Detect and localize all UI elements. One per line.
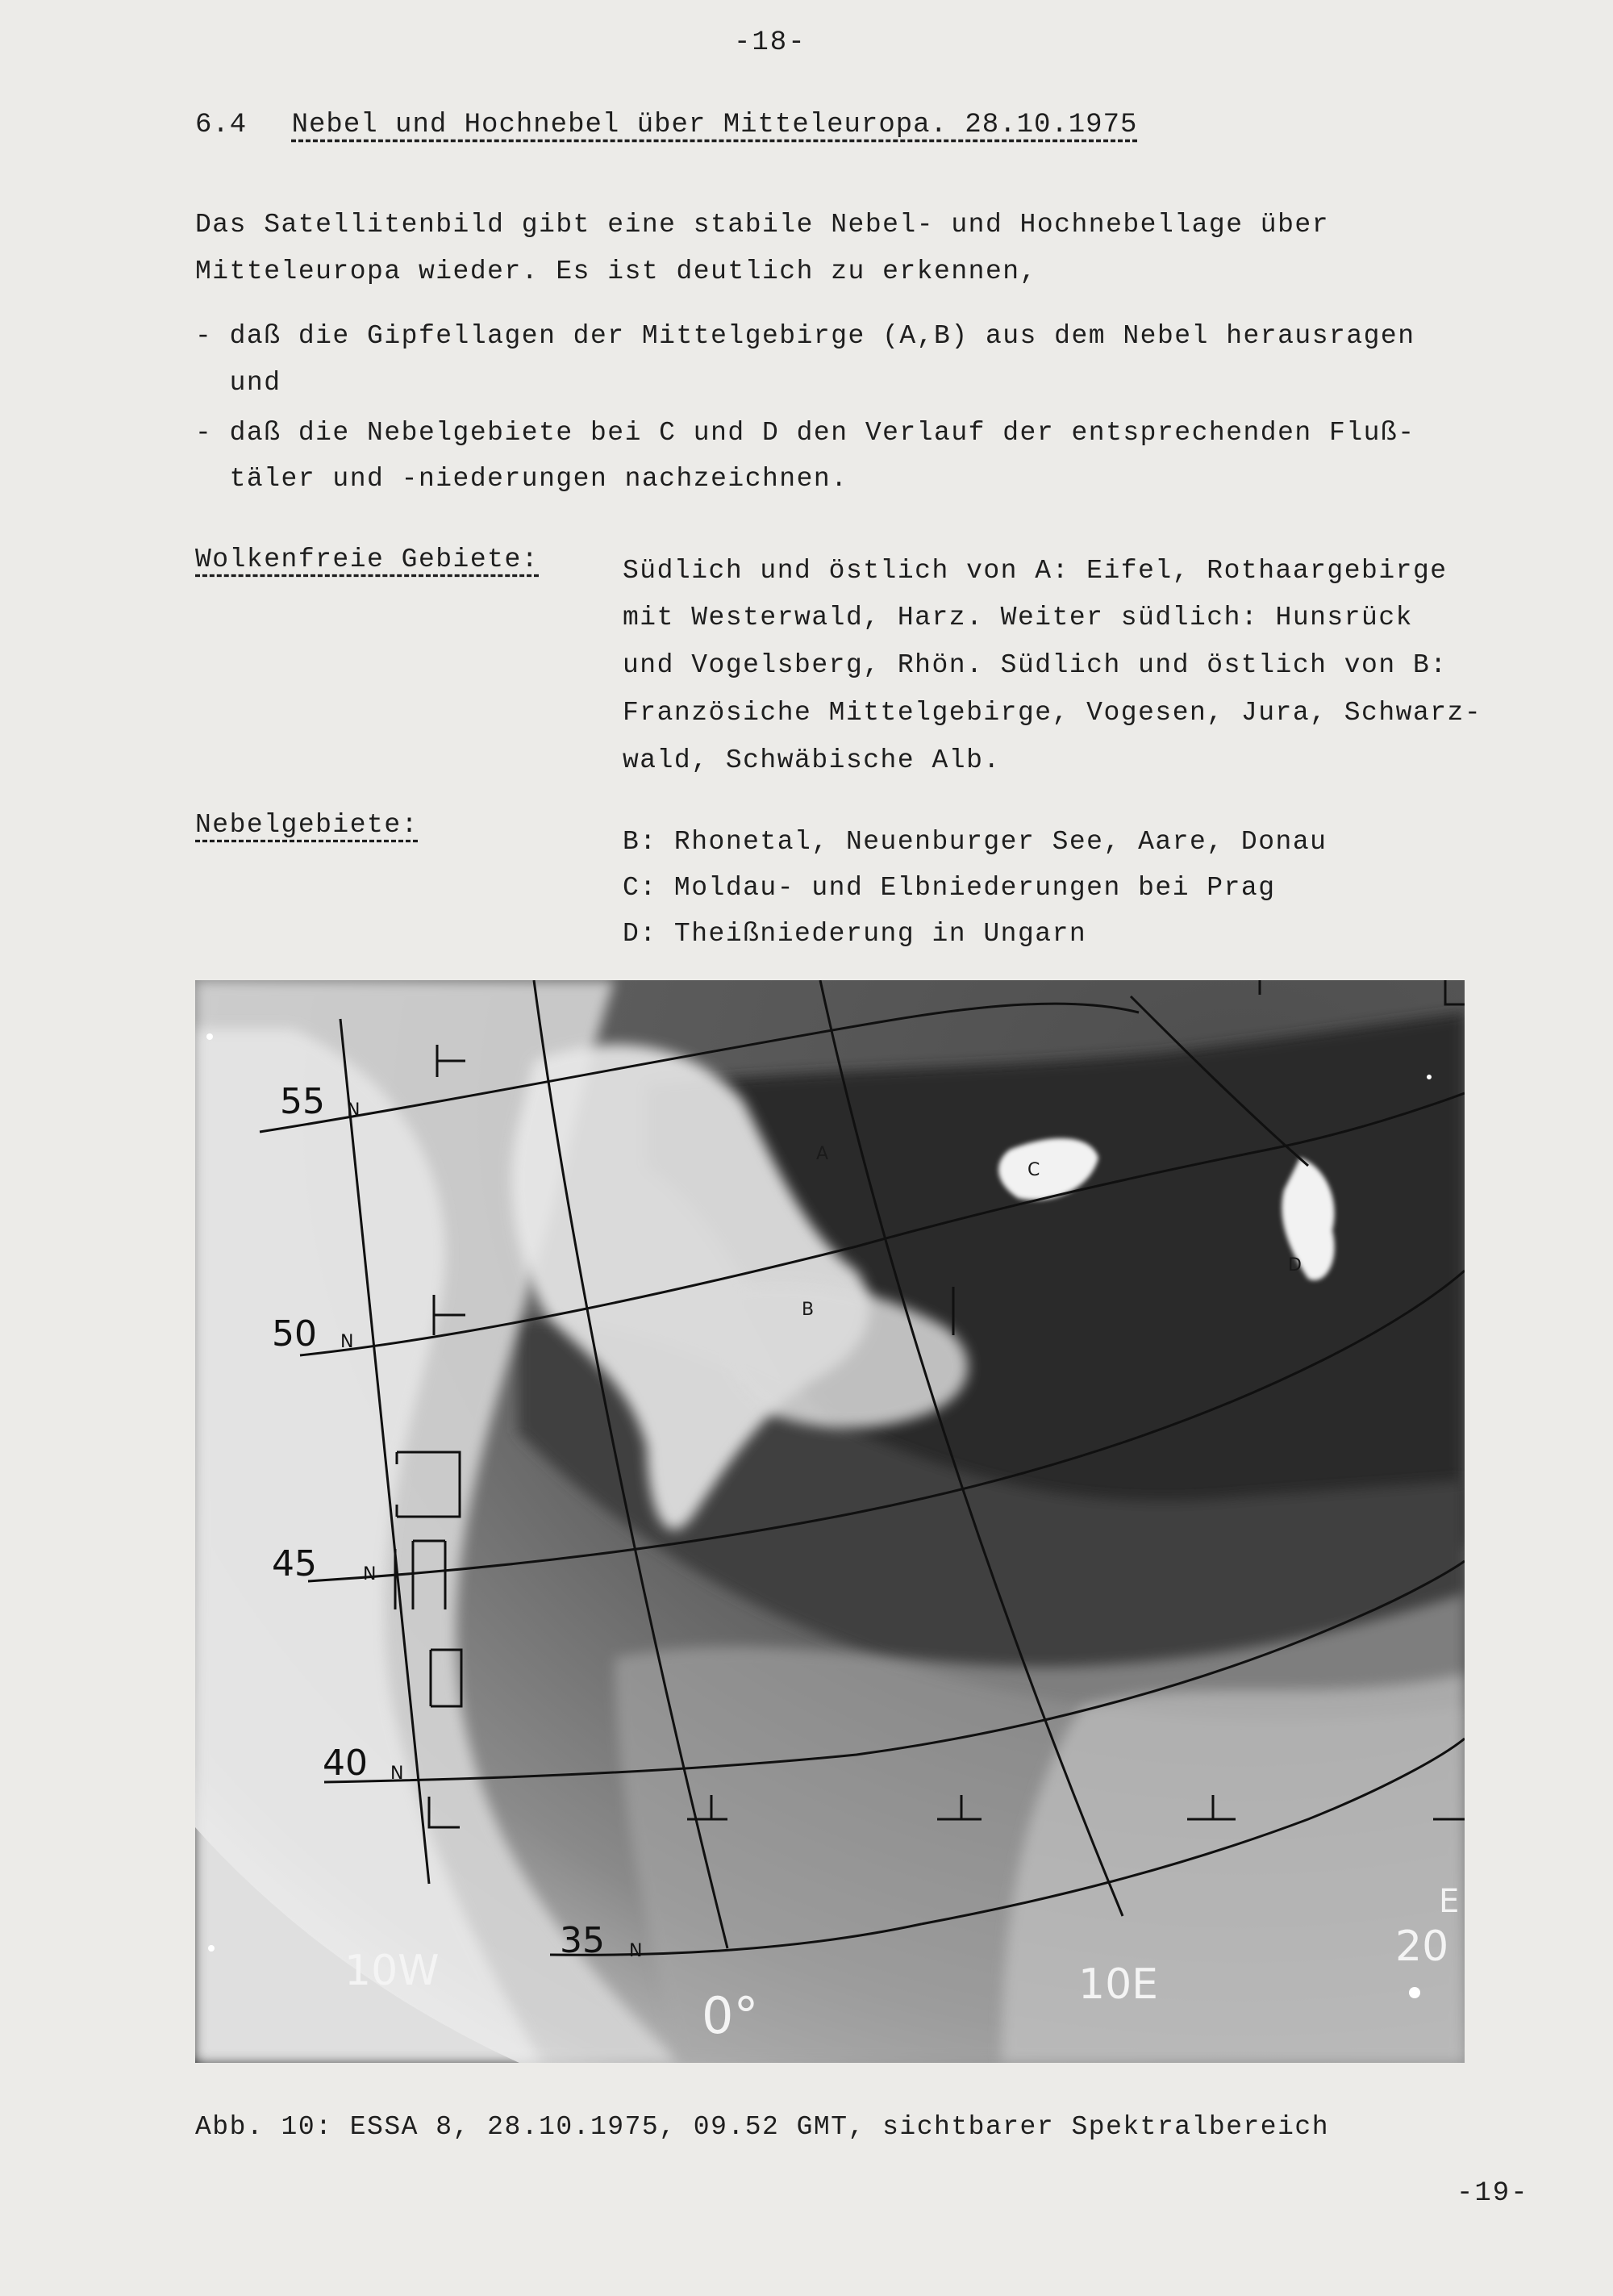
lat-suffix: N [629,1941,643,1961]
region-label-d: D [1288,1255,1302,1275]
region-label-b: B [802,1300,815,1320]
cloud-free-label: Wolkenfreie Gebiete: [195,545,540,574]
lat-label-50: 50 [272,1313,317,1355]
cloud-free-line: mit Westerwald, Harz. Weiter südlich: Hunsrück [623,603,1413,632]
intro-line: und [195,368,281,398]
fog-area-line: B: Rhonetal, Neuenburger See, Aare, Donau [623,827,1327,857]
intro-line: - daß die Gipfellagen der Mittelgebirge (A,B) aus dem Nebel herausragen [195,321,1415,351]
lat-label-45: 45 [272,1543,317,1584]
page-number-top: -18- [734,27,806,58]
figure-caption: Abb. 10: ESSA 8, 28.10.1975, 09.52 GMT, sichtbarer Spektralbereich [195,2112,1330,2142]
intro-line: Das Satellitenbild gibt eine stabile Nebel- und Hochnebellage über [195,210,1330,240]
section-number: 6.4 [195,110,248,140]
fog-areas-label: Nebelgebiete: [195,810,419,840]
lat-suffix: N [347,1100,361,1121]
lon-label-0: 0° [702,1986,759,2045]
region-label-a: A [816,1144,829,1164]
cloud-free-line: wald, Schwäbische Alb. [623,745,1001,775]
cloud-free-line: Südlich und östlich von A: Eifel, Rothaargebirge [623,556,1448,586]
lat-label-55: 55 [280,1081,325,1122]
intro-line: - daß die Nebelgebiete bei C und D den Verlauf der entsprechenden Fluß- [195,418,1415,448]
fog-area-line: D: Theißniederung in Ungarn [623,919,1087,949]
region-label-c: C [1027,1160,1040,1180]
lon-label-20: 20 [1395,1922,1449,1971]
intro-line: Mitteleuropa wieder. Es ist deutlich zu erkennen, [195,257,1037,286]
intro-line: täler und -niederungen nachzeichnen. [195,464,848,494]
fog-area-line: C: Moldau- und Elbniederungen bei Prag [623,873,1276,903]
satellite-image [195,980,1465,2063]
lon-label-10w: 10W [344,1947,440,1995]
lat-label-35: 35 [560,1920,605,1961]
satellite-image-graphic [195,980,1465,2063]
section-heading [195,110,1137,140]
lat-label-40: 40 [323,1743,368,1784]
lat-suffix: N [363,1564,377,1584]
lon-label-e: E [1439,1883,1460,1920]
lat-suffix: N [390,1764,404,1784]
section-title: Nebel und Hochnebel über Mitteleuropa. 28.10.1975 [291,110,1138,140]
cloud-free-line: und Vogelsberg, Rhön. Südlich und östlich von B: [623,650,1448,680]
page-number-bottom: -19- [1457,2178,1529,2209]
lon-label-10e: 10E [1078,1960,1159,2009]
lat-suffix: N [340,1332,354,1352]
cloud-free-line: Französiche Mittelgebirge, Vogesen, Jura, Schwarz- [623,698,1482,728]
